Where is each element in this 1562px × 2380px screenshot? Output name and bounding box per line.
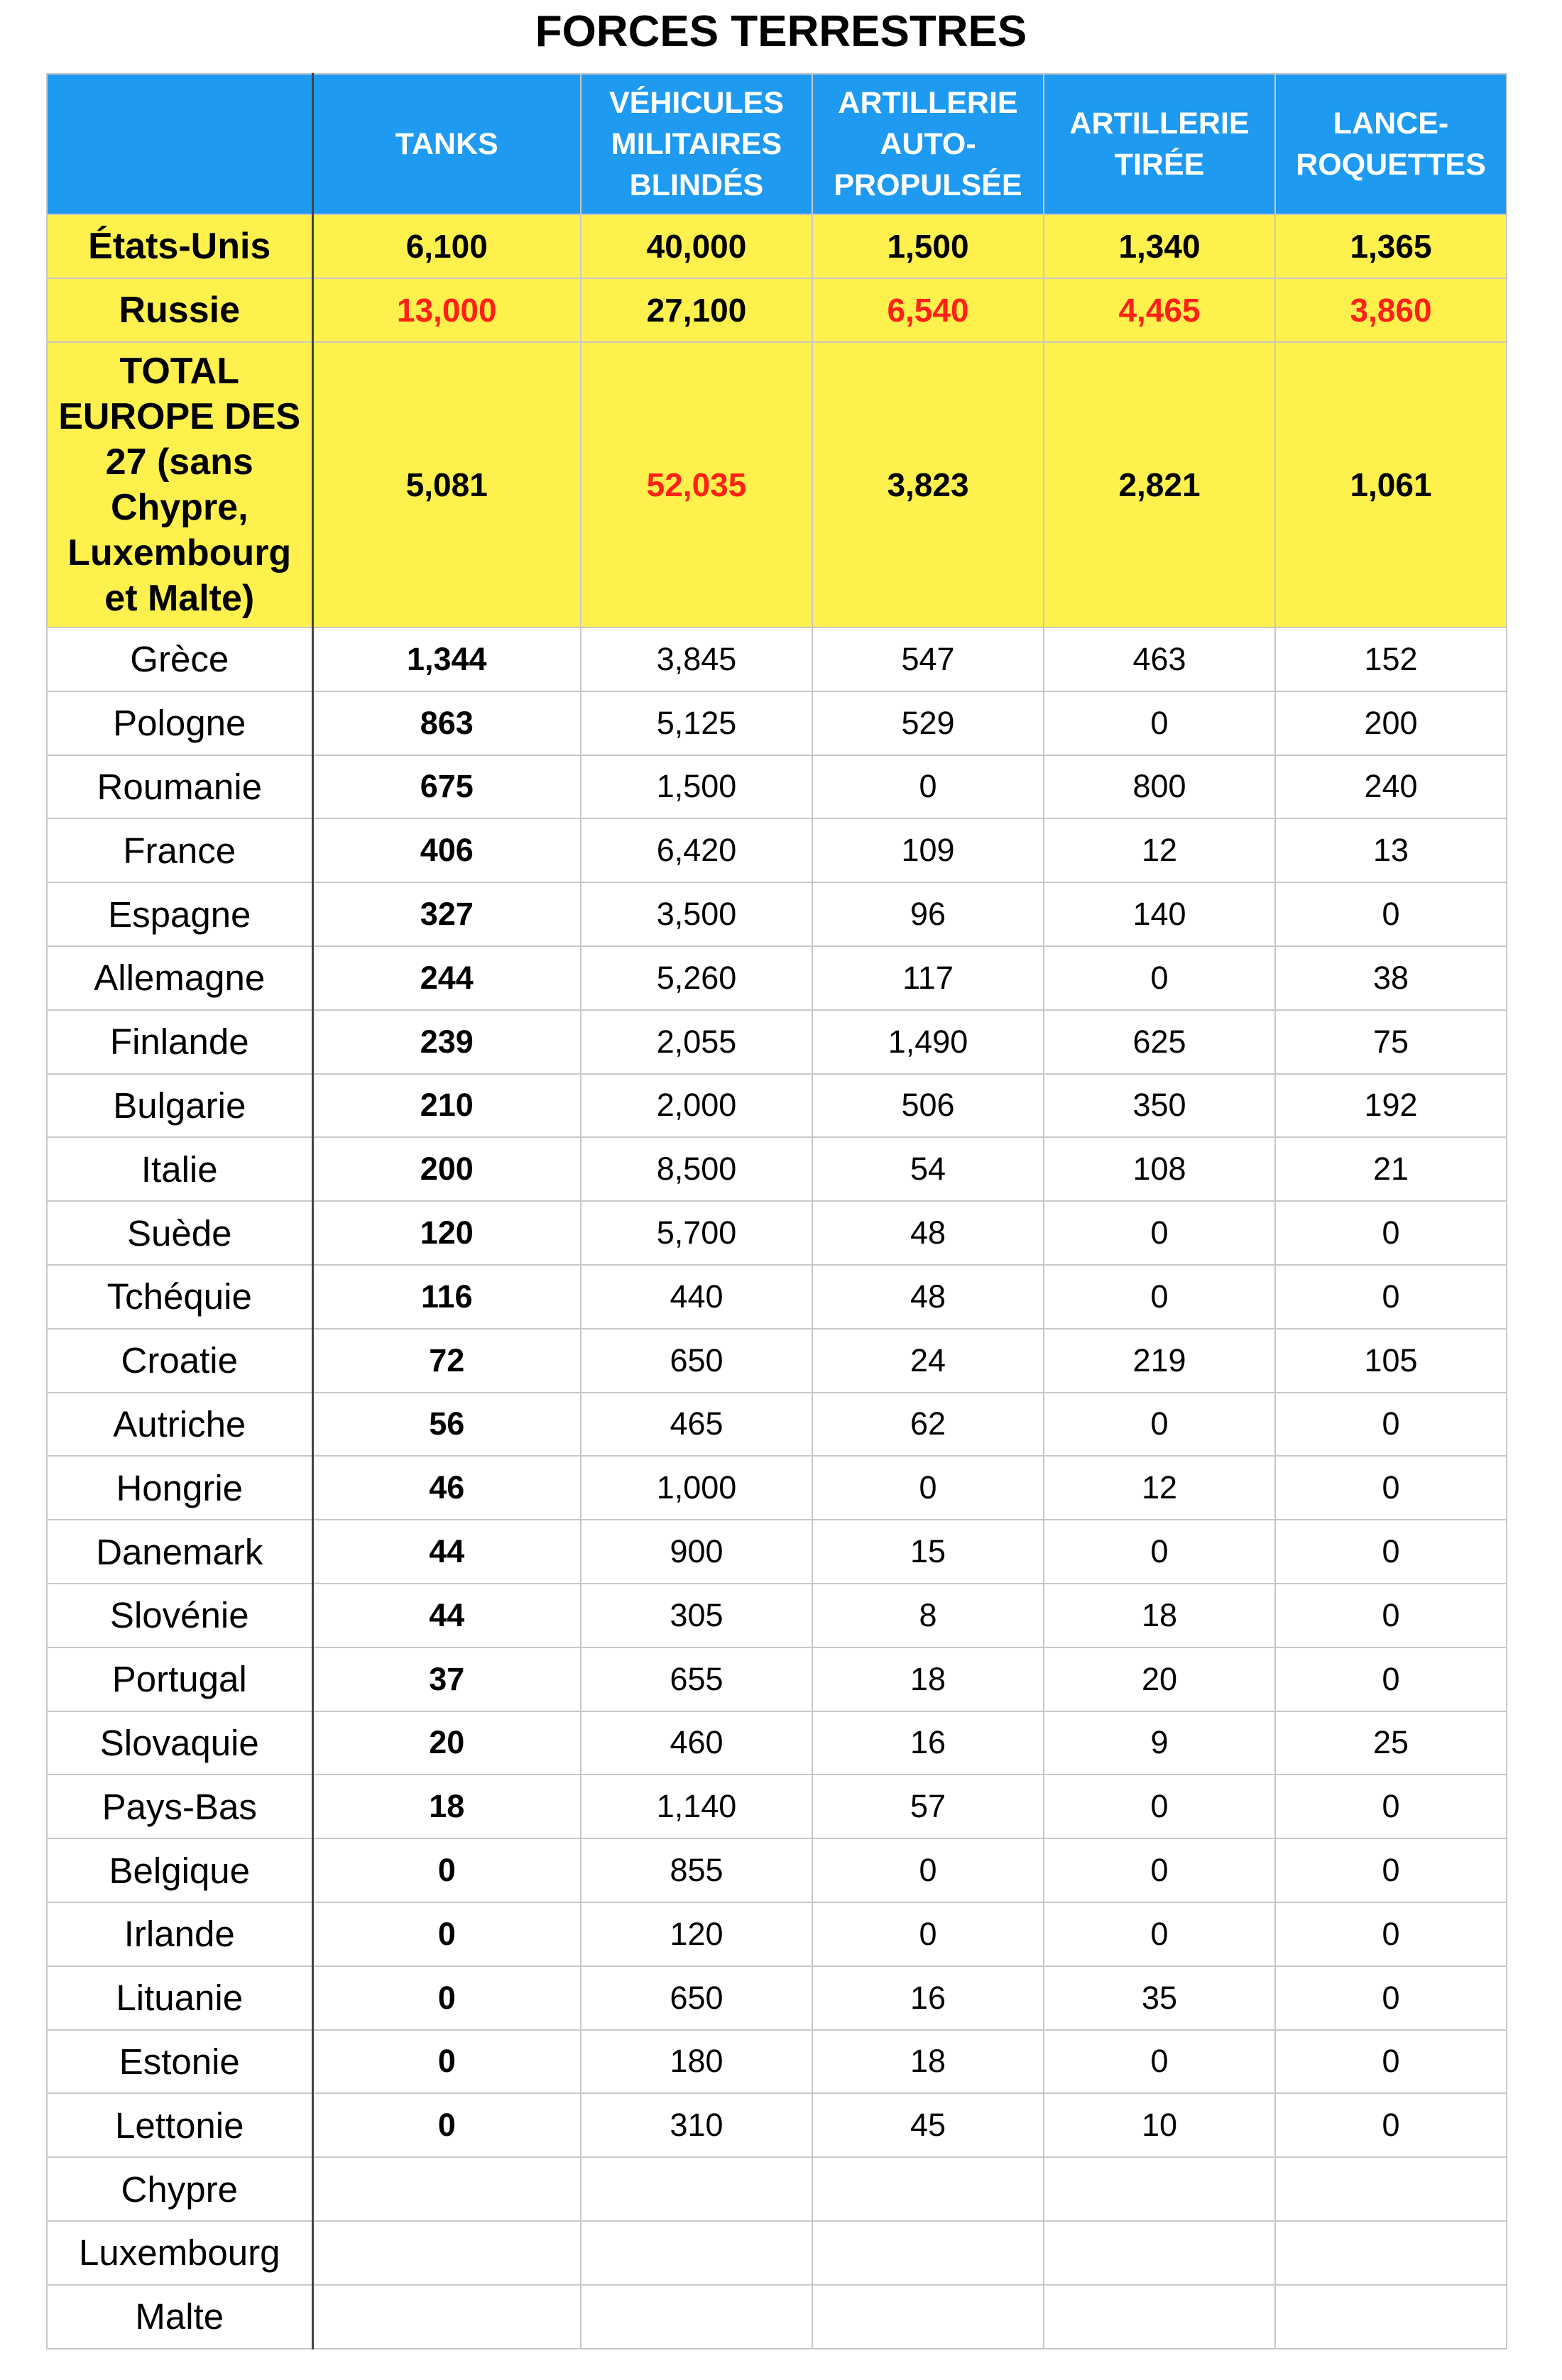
header-row	[47, 74, 1507, 214]
vehicules-cell: 27,100	[581, 278, 812, 342]
artillerie-auto-cell: 0	[812, 1902, 1044, 1966]
lance-roquettes-cell	[1275, 2285, 1507, 2349]
lance-roquettes-cell: 1,365	[1275, 214, 1507, 278]
vehicules-cell: 6,420	[581, 818, 812, 882]
vehicules-cell	[581, 2285, 812, 2349]
tanks-cell: 200	[312, 1137, 581, 1201]
artillerie-auto-cell: 16	[812, 1966, 1044, 2030]
artillerie-tiree-cell: 219	[1044, 1329, 1275, 1393]
vehicules-cell: 305	[581, 1584, 812, 1647]
tanks-cell: 56	[312, 1393, 581, 1457]
lance-roquettes-cell: 3,860	[1275, 278, 1507, 342]
artillerie-auto-cell	[812, 2285, 1044, 2349]
tanks-cell: 20	[312, 1711, 581, 1775]
table-row	[47, 1010, 1507, 1074]
artillerie-tiree-cell: 463	[1044, 627, 1275, 691]
tanks-cell: 18	[312, 1775, 581, 1838]
vehicules-cell: 5,260	[581, 946, 812, 1010]
country-name: Autriche	[47, 1393, 312, 1457]
lance-roquettes-cell: 240	[1275, 755, 1507, 819]
country-name: Pays-Bas	[47, 1775, 312, 1838]
artillerie-auto-cell: 1,500	[812, 214, 1044, 278]
vehicules-cell: 900	[581, 1520, 812, 1584]
country-name: Lituanie	[47, 1966, 312, 2030]
vehicules-cell	[581, 2157, 812, 2221]
artillerie-auto-cell: 24	[812, 1329, 1044, 1393]
artillerie-tiree-cell: 2,821	[1044, 342, 1275, 627]
artillerie-auto-cell: 16	[812, 1711, 1044, 1775]
tanks-cell: 0	[312, 2093, 581, 2157]
vehicules-cell: 650	[581, 1966, 812, 2030]
artillerie-tiree-cell: 0	[1044, 1902, 1275, 1966]
row-label: TOTAL EUROPE DES 27 (sans Chypre, Luxembourg et Malte)	[47, 342, 312, 627]
country-name: Slovaquie	[47, 1711, 312, 1775]
table-row	[47, 1201, 1507, 1265]
table-row	[47, 1393, 1507, 1457]
table-row	[47, 946, 1507, 1010]
artillerie-tiree-cell: 625	[1044, 1010, 1275, 1074]
header-vehicules: VÉHICULES MILITAIRES BLINDÉS	[581, 74, 812, 214]
country-name: Bulgarie	[47, 1074, 312, 1138]
artillerie-auto-cell: 0	[812, 1838, 1044, 1902]
tanks-cell: 406	[312, 818, 581, 882]
lance-roquettes-cell	[1275, 2221, 1507, 2285]
table-row	[47, 1520, 1507, 1584]
tanks-cell: 0	[312, 2030, 581, 2094]
vehicules-cell: 2,055	[581, 1010, 812, 1074]
country-name: Tchéquie	[47, 1265, 312, 1329]
vehicules-cell: 8,500	[581, 1137, 812, 1201]
artillerie-tiree-cell: 0	[1044, 1265, 1275, 1329]
lance-roquettes-cell: 192	[1275, 1074, 1507, 1138]
vehicules-cell: 440	[581, 1265, 812, 1329]
country-name: Belgique	[47, 1838, 312, 1902]
artillerie-auto-cell: 117	[812, 946, 1044, 1010]
artillerie-tiree-cell: 140	[1044, 882, 1275, 946]
table-header	[47, 74, 1507, 214]
table-row	[47, 1775, 1507, 1838]
country-name: Espagne	[47, 882, 312, 946]
tanks-cell: 44	[312, 1520, 581, 1584]
country-name: France	[47, 818, 312, 882]
tanks-cell: 37	[312, 1647, 581, 1711]
vehicules-cell: 40,000	[581, 214, 812, 278]
table-row	[47, 2093, 1507, 2157]
vehicules-cell: 855	[581, 1838, 812, 1902]
lance-roquettes-cell: 105	[1275, 1329, 1507, 1393]
table-row	[47, 1966, 1507, 2030]
page-title: FORCES TERRESTRES	[535, 7, 1027, 56]
table-row	[47, 755, 1507, 819]
tanks-cell: 210	[312, 1074, 581, 1138]
lance-roquettes-cell: 0	[1275, 1456, 1507, 1520]
artillerie-tiree-cell: 0	[1044, 1201, 1275, 1265]
artillerie-tiree-cell: 800	[1044, 755, 1275, 819]
lance-roquettes-cell: 13	[1275, 818, 1507, 882]
lance-roquettes-cell: 0	[1275, 1520, 1507, 1584]
vehicules-cell: 5,125	[581, 691, 812, 755]
header-tanks: TANKS	[312, 74, 581, 214]
artillerie-auto-cell: 3,823	[812, 342, 1044, 627]
artillerie-auto-cell: 547	[812, 627, 1044, 691]
tanks-cell: 244	[312, 946, 581, 1010]
row-label: Russie	[47, 278, 312, 342]
header-artillerie-auto: ARTILLERIE AUTO-PROPULSÉE	[812, 74, 1044, 214]
table-row	[47, 1456, 1507, 1520]
artillerie-tiree-cell: 18	[1044, 1584, 1275, 1647]
vehicules-cell: 1,000	[581, 1456, 812, 1520]
artillerie-auto-cell	[812, 2221, 1044, 2285]
tanks-cell: 6,100	[312, 214, 581, 278]
artillerie-auto-cell: 8	[812, 1584, 1044, 1647]
artillerie-auto-cell: 62	[812, 1393, 1044, 1457]
artillerie-tiree-cell	[1044, 2285, 1275, 2349]
table-row	[47, 2157, 1507, 2221]
table-row	[47, 691, 1507, 755]
vehicules-cell: 650	[581, 1329, 812, 1393]
vehicules-cell: 52,035	[581, 342, 812, 627]
table-row	[47, 818, 1507, 882]
country-name: Slovénie	[47, 1584, 312, 1647]
lance-roquettes-cell: 0	[1275, 1201, 1507, 1265]
artillerie-auto-cell: 48	[812, 1201, 1044, 1265]
lance-roquettes-cell	[1275, 2157, 1507, 2221]
artillerie-auto-cell: 18	[812, 2030, 1044, 2094]
tanks-cell	[312, 2221, 581, 2285]
artillerie-tiree-cell: 0	[1044, 691, 1275, 755]
table-row	[47, 1265, 1507, 1329]
country-name: Lettonie	[47, 2093, 312, 2157]
artillerie-auto-cell: 57	[812, 1775, 1044, 1838]
artillerie-tiree-cell: 12	[1044, 1456, 1275, 1520]
tanks-cell: 327	[312, 882, 581, 946]
artillerie-tiree-cell: 4,465	[1044, 278, 1275, 342]
tanks-cell: 72	[312, 1329, 581, 1393]
header-lance-roquettes: LANCE-ROQUETTES	[1275, 74, 1507, 214]
artillerie-tiree-cell: 0	[1044, 946, 1275, 1010]
artillerie-tiree-cell: 12	[1044, 818, 1275, 882]
artillerie-tiree-cell: 0	[1044, 1520, 1275, 1584]
tanks-cell: 120	[312, 1201, 581, 1265]
country-name: Portugal	[47, 1647, 312, 1711]
table-row	[47, 2030, 1507, 2094]
artillerie-auto-cell: 1,490	[812, 1010, 1044, 1074]
tanks-cell: 0	[312, 1902, 581, 1966]
lance-roquettes-cell: 38	[1275, 946, 1507, 1010]
table-row	[47, 1074, 1507, 1138]
artillerie-auto-cell: 54	[812, 1137, 1044, 1201]
table-row	[47, 627, 1507, 691]
table-row	[47, 1584, 1507, 1647]
tanks-cell: 116	[312, 1265, 581, 1329]
tanks-cell: 0	[312, 1966, 581, 2030]
artillerie-tiree-cell: 9	[1044, 1711, 1275, 1775]
artillerie-tiree-cell: 0	[1044, 2030, 1275, 2094]
vehicules-cell: 460	[581, 1711, 812, 1775]
row-russie	[47, 278, 1507, 342]
country-name: Luxembourg	[47, 2221, 312, 2285]
table-row	[47, 882, 1507, 946]
country-name: Suède	[47, 1201, 312, 1265]
country-name: Irlande	[47, 1902, 312, 1966]
lance-roquettes-cell: 1,061	[1275, 342, 1507, 627]
tanks-cell: 13,000	[312, 278, 581, 342]
country-name: Allemagne	[47, 946, 312, 1010]
tanks-cell: 239	[312, 1010, 581, 1074]
lance-roquettes-cell: 75	[1275, 1010, 1507, 1074]
vehicules-cell: 655	[581, 1647, 812, 1711]
lance-roquettes-cell: 0	[1275, 1647, 1507, 1711]
artillerie-auto-cell: 506	[812, 1074, 1044, 1138]
lance-roquettes-cell: 0	[1275, 1966, 1507, 2030]
lance-roquettes-cell: 200	[1275, 691, 1507, 755]
tanks-cell: 0	[312, 1838, 581, 1902]
vehicules-cell: 1,140	[581, 1775, 812, 1838]
lance-roquettes-cell: 0	[1275, 882, 1507, 946]
artillerie-auto-cell: 0	[812, 755, 1044, 819]
country-name: Grèce	[47, 627, 312, 691]
row-label: États-Unis	[47, 214, 312, 278]
artillerie-tiree-cell: 350	[1044, 1074, 1275, 1138]
tanks-cell: 1,344	[312, 627, 581, 691]
table-row	[47, 1329, 1507, 1393]
artillerie-auto-cell: 109	[812, 818, 1044, 882]
lance-roquettes-cell: 0	[1275, 1775, 1507, 1838]
vehicules-cell: 465	[581, 1393, 812, 1457]
country-name: Italie	[47, 1137, 312, 1201]
artillerie-auto-cell: 529	[812, 691, 1044, 755]
artillerie-tiree-cell: 108	[1044, 1137, 1275, 1201]
artillerie-auto-cell: 6,540	[812, 278, 1044, 342]
country-name: Chypre	[47, 2157, 312, 2221]
artillerie-auto-cell: 96	[812, 882, 1044, 946]
table-row	[47, 2285, 1507, 2349]
artillerie-auto-cell	[812, 2157, 1044, 2221]
lance-roquettes-cell: 0	[1275, 1265, 1507, 1329]
table-body	[47, 214, 1507, 2349]
country-name: Roumanie	[47, 755, 312, 819]
header-artillerie-tiree: ARTILLERIE TIRÉE	[1044, 74, 1275, 214]
forces-table	[46, 73, 1507, 2349]
country-name: Malte	[47, 2285, 312, 2349]
artillerie-tiree-cell: 0	[1044, 1775, 1275, 1838]
artillerie-tiree-cell: 35	[1044, 1966, 1275, 2030]
vehicules-cell: 120	[581, 1902, 812, 1966]
lance-roquettes-cell: 0	[1275, 2030, 1507, 2094]
artillerie-tiree-cell: 0	[1044, 1838, 1275, 1902]
tanks-cell	[312, 2285, 581, 2349]
tanks-cell: 5,081	[312, 342, 581, 627]
country-name: Croatie	[47, 1329, 312, 1393]
tanks-cell: 675	[312, 755, 581, 819]
vehicules-cell: 310	[581, 2093, 812, 2157]
lance-roquettes-cell: 0	[1275, 1584, 1507, 1647]
row-total-europe	[47, 342, 1507, 627]
vehicules-cell: 3,845	[581, 627, 812, 691]
country-name: Finlande	[47, 1010, 312, 1074]
country-name: Hongrie	[47, 1456, 312, 1520]
artillerie-auto-cell: 48	[812, 1265, 1044, 1329]
country-name: Estonie	[47, 2030, 312, 2094]
table-row	[47, 1711, 1507, 1775]
table-row	[47, 1838, 1507, 1902]
vehicules-cell	[581, 2221, 812, 2285]
artillerie-auto-cell: 0	[812, 1456, 1044, 1520]
table-row	[47, 1647, 1507, 1711]
lance-roquettes-cell: 0	[1275, 1393, 1507, 1457]
table-row	[47, 1137, 1507, 1201]
tanks-cell	[312, 2157, 581, 2221]
artillerie-tiree-cell	[1044, 2221, 1275, 2285]
artillerie-tiree-cell: 20	[1044, 1647, 1275, 1711]
artillerie-tiree-cell	[1044, 2157, 1275, 2221]
table-row	[47, 1902, 1507, 1966]
lance-roquettes-cell: 0	[1275, 2093, 1507, 2157]
lance-roquettes-cell: 25	[1275, 1711, 1507, 1775]
lance-roquettes-cell: 152	[1275, 627, 1507, 691]
tanks-cell: 46	[312, 1456, 581, 1520]
artillerie-tiree-cell: 1,340	[1044, 214, 1275, 278]
artillerie-auto-cell: 18	[812, 1647, 1044, 1711]
vehicules-cell: 5,700	[581, 1201, 812, 1265]
lance-roquettes-cell: 21	[1275, 1137, 1507, 1201]
vehicules-cell: 1,500	[581, 755, 812, 819]
vehicules-cell: 2,000	[581, 1074, 812, 1138]
table-row	[47, 2221, 1507, 2285]
vehicules-cell: 3,500	[581, 882, 812, 946]
row-etats-unis	[47, 214, 1507, 278]
country-name: Danemark	[47, 1520, 312, 1584]
artillerie-tiree-cell: 10	[1044, 2093, 1275, 2157]
country-name: Pologne	[47, 691, 312, 755]
tanks-cell: 44	[312, 1584, 581, 1647]
header-country	[47, 74, 312, 214]
vehicules-cell: 180	[581, 2030, 812, 2094]
artillerie-auto-cell: 15	[812, 1520, 1044, 1584]
artillerie-auto-cell: 45	[812, 2093, 1044, 2157]
tanks-cell: 863	[312, 691, 581, 755]
artillerie-tiree-cell: 0	[1044, 1393, 1275, 1457]
lance-roquettes-cell: 0	[1275, 1902, 1507, 1966]
lance-roquettes-cell: 0	[1275, 1838, 1507, 1902]
